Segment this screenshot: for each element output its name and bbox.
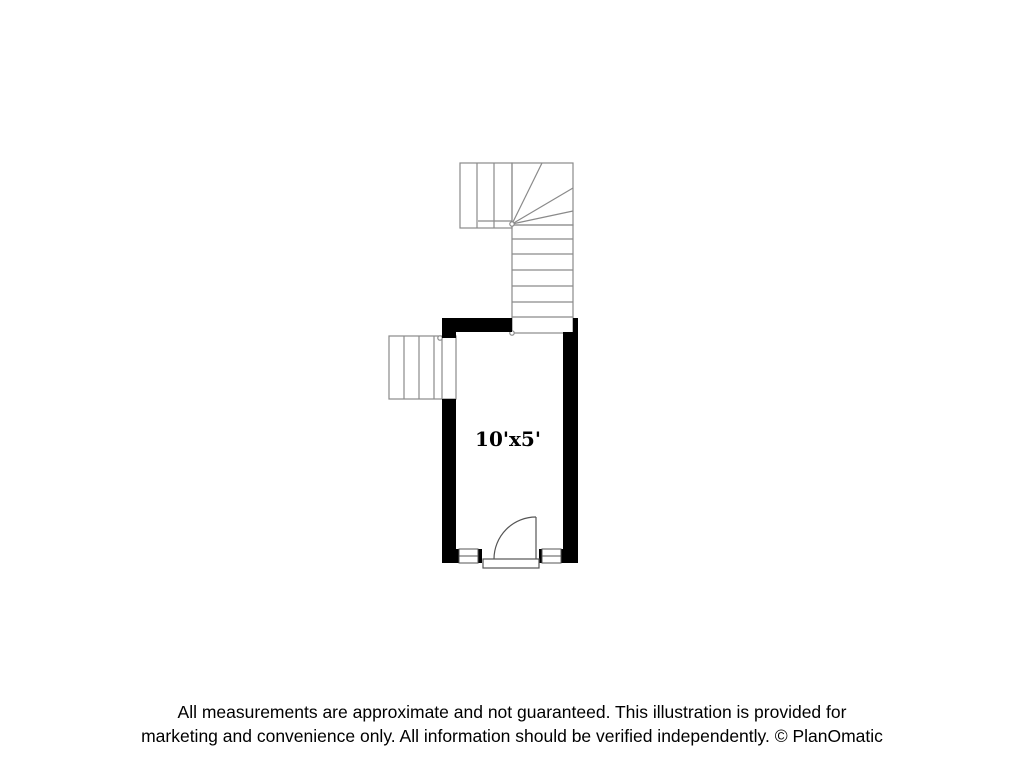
stair-winder-line xyxy=(512,211,573,224)
room-dimension-label: 10'x5' xyxy=(475,427,541,451)
disclaimer xyxy=(0,700,1024,748)
wall-right xyxy=(563,332,578,563)
stair-upper-flight xyxy=(460,163,512,228)
main-staircase xyxy=(460,163,573,335)
door-swing-arc xyxy=(494,517,536,559)
disclaimer-line-2: marketing and convenience only. All information should be verified independently. © PlanOmatic xyxy=(141,726,883,746)
wall-top-right xyxy=(573,318,578,332)
entry-door xyxy=(483,517,539,568)
handrail-post xyxy=(438,336,442,340)
door-threshold xyxy=(483,559,539,568)
disclaimer-line-1: All measurements are approximate and not guaranteed. This illustration is provided for xyxy=(177,702,847,722)
side-stairs xyxy=(389,336,456,399)
handrail-post xyxy=(510,222,514,226)
wall-left-upper xyxy=(442,318,456,338)
wall-left xyxy=(442,399,456,563)
side-stair-flight xyxy=(389,336,456,399)
